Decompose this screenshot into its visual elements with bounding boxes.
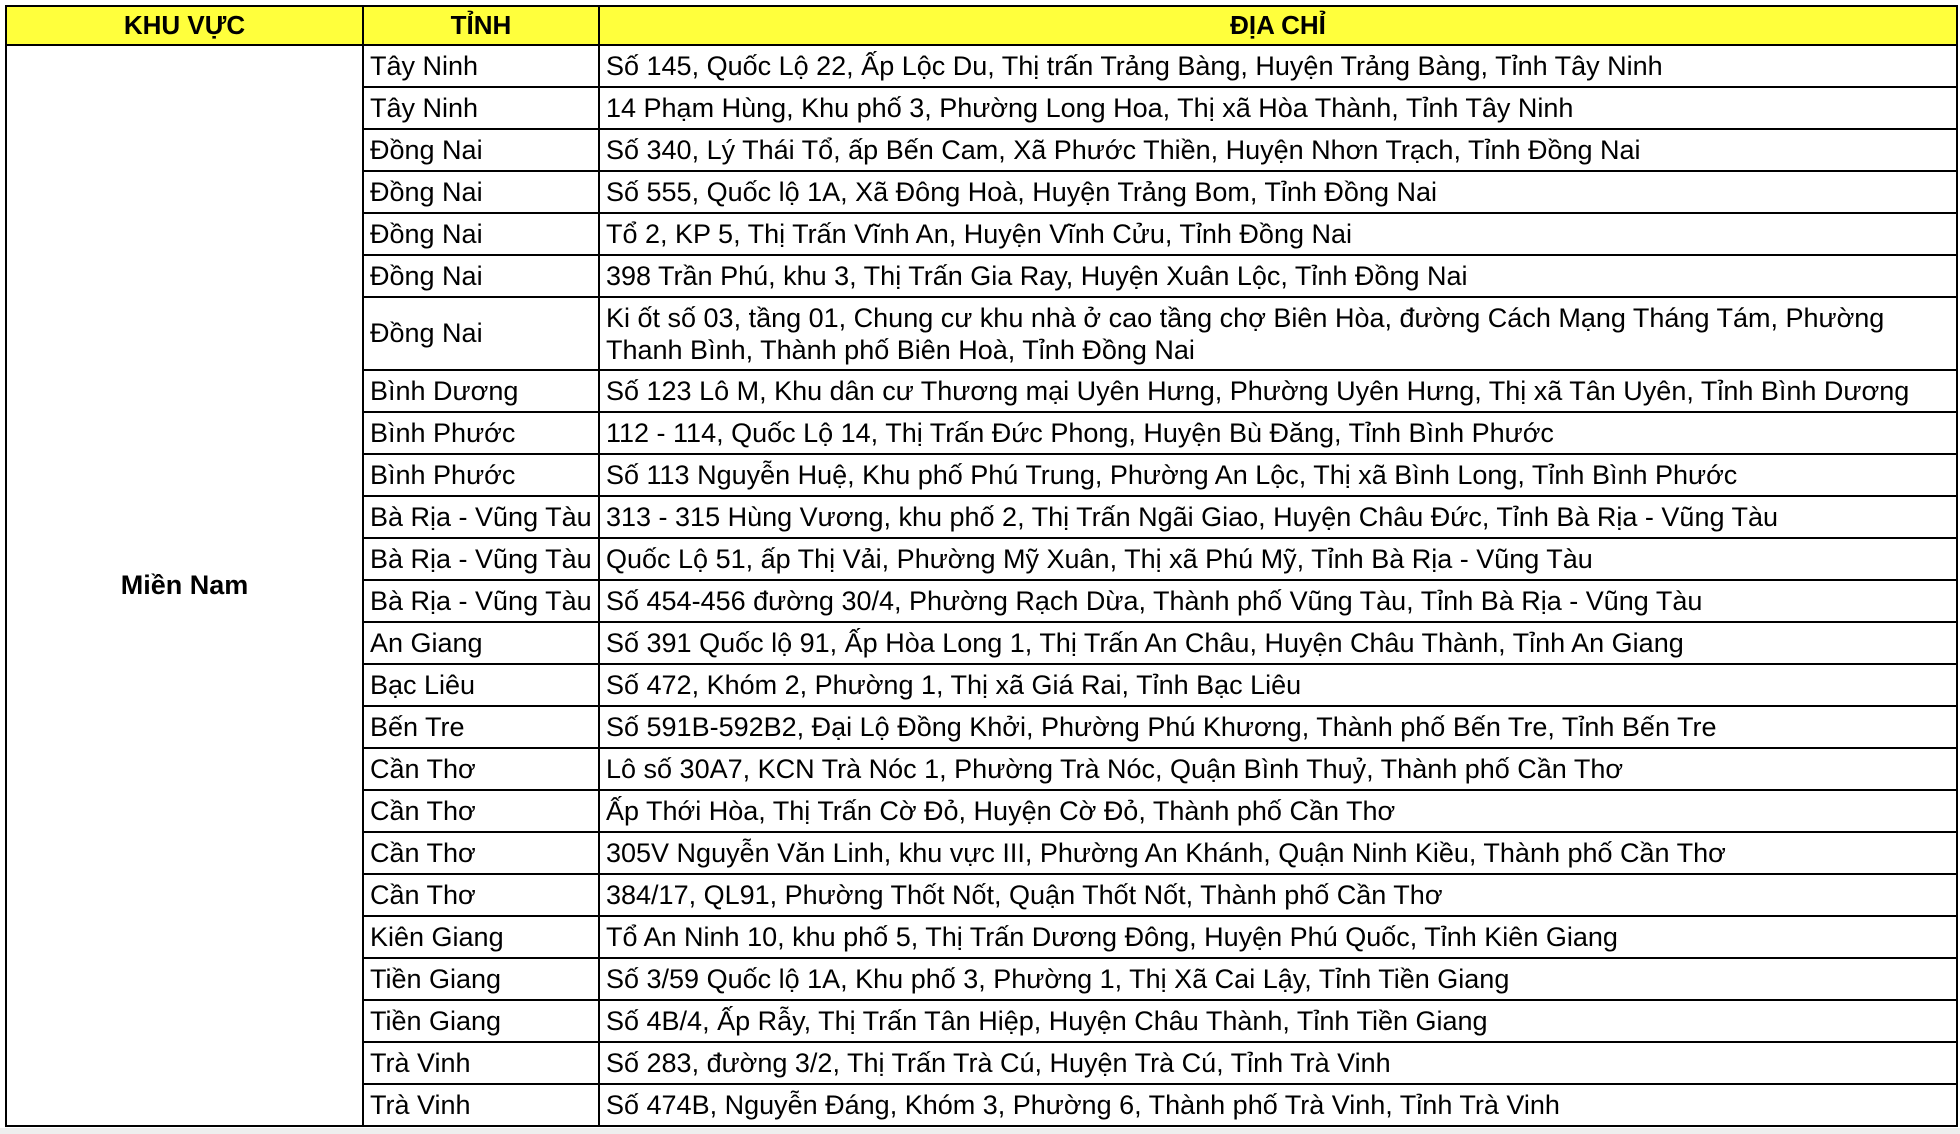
address-cell[interactable]: Số 472, Khóm 2, Phường 1, Thị xã Giá Rai, Tỉnh Bạc Liêu xyxy=(599,664,1957,706)
table-body xyxy=(6,45,1957,1126)
province-cell[interactable]: Bạc Liêu xyxy=(363,664,599,706)
address-cell[interactable]: Số 145, Quốc Lộ 22, Ấp Lộc Du, Thị trấn Trảng Bàng, Huyện Trảng Bàng, Tỉnh Tây Ninh xyxy=(599,45,1957,87)
province-cell[interactable]: Kiên Giang xyxy=(363,916,599,958)
table-row xyxy=(6,45,1957,87)
province-cell[interactable]: Bà Rịa - Vũng Tàu xyxy=(363,496,599,538)
province-cell[interactable]: An Giang xyxy=(363,622,599,664)
province-cell[interactable]: Cần Thơ xyxy=(363,790,599,832)
province-cell[interactable]: Trà Vinh xyxy=(363,1042,599,1084)
address-cell[interactable]: 305V Nguyễn Văn Linh, khu vực III, Phường An Khánh, Quận Ninh Kiều, Thành phố Cần Thơ xyxy=(599,832,1957,874)
address-cell[interactable]: Ki ốt số 03, tầng 01, Chung cư khu nhà ở cao tầng chợ Biên Hòa, đường Cách Mạng Tháng Tám, Phường Thanh Bình, Thành phố Biên Hoà, Tỉnh Đồng Nai xyxy=(599,297,1957,370)
address-cell[interactable]: Tổ An Ninh 10, khu phố 5, Thị Trấn Dương Đông, Huyện Phú Quốc, Tỉnh Kiên Giang xyxy=(599,916,1957,958)
province-cell[interactable]: Trà Vinh xyxy=(363,1084,599,1126)
province-cell[interactable]: Tiền Giang xyxy=(363,1000,599,1042)
address-cell[interactable]: Số 591B-592B2, Đại Lộ Đồng Khởi, Phường Phú Khương, Thành phố Bến Tre, Tỉnh Bến Tre xyxy=(599,706,1957,748)
header-address[interactable]: ĐỊA CHỈ xyxy=(599,6,1957,45)
province-cell[interactable]: Bình Dương xyxy=(363,370,599,412)
address-cell[interactable]: Số 454-456 đường 30/4, Phường Rạch Dừa, Thành phố Vũng Tàu, Tỉnh Bà Rịa - Vũng Tàu xyxy=(599,580,1957,622)
province-cell[interactable]: Đồng Nai xyxy=(363,129,599,171)
province-cell[interactable]: Đồng Nai xyxy=(363,255,599,297)
sheet-bottom-edge xyxy=(0,1128,1960,1134)
address-cell[interactable]: Số 4B/4, Ấp Rẫy, Thị Trấn Tân Hiệp, Huyện Châu Thành, Tỉnh Tiền Giang xyxy=(599,1000,1957,1042)
address-cell[interactable]: Số 340, Lý Thái Tổ, ấp Bến Cam, Xã Phước Thiền, Huyện Nhơn Trạch, Tỉnh Đồng Nai xyxy=(599,129,1957,171)
address-cell[interactable]: 384/17, QL91, Phường Thốt Nốt, Quận Thốt Nốt, Thành phố Cần Thơ xyxy=(599,874,1957,916)
header-row xyxy=(6,6,1957,45)
address-table xyxy=(5,5,1958,1127)
address-cell[interactable]: Số 283, đường 3/2, Thị Trấn Trà Cú, Huyện Trà Cú, Tỉnh Trà Vinh xyxy=(599,1042,1957,1084)
province-cell[interactable]: Bình Phước xyxy=(363,454,599,496)
address-cell[interactable]: 313 - 315 Hùng Vương, khu phố 2, Thị Trấn Ngãi Giao, Huyện Châu Đức, Tỉnh Bà Rịa - Vũng Tàu xyxy=(599,496,1957,538)
address-cell[interactable]: Số 391 Quốc lộ 91, Ấp Hòa Long 1, Thị Trấn An Châu, Huyện Châu Thành, Tỉnh An Giang xyxy=(599,622,1957,664)
province-cell[interactable]: Bà Rịa - Vũng Tàu xyxy=(363,538,599,580)
region-cell[interactable]: Miền Nam xyxy=(6,45,363,1126)
address-cell[interactable]: Quốc Lộ 51, ấp Thị Vải, Phường Mỹ Xuân, Thị xã Phú Mỹ, Tỉnh Bà Rịa - Vũng Tàu xyxy=(599,538,1957,580)
address-cell[interactable]: Số 474B, Nguyễn Đáng, Khóm 3, Phường 6, Thành phố Trà Vinh, Tỉnh Trà Vinh xyxy=(599,1084,1957,1126)
province-cell[interactable]: Cần Thơ xyxy=(363,748,599,790)
address-cell[interactable]: Tổ 2, KP 5, Thị Trấn Vĩnh An, Huyện Vĩnh Cửu, Tỉnh Đồng Nai xyxy=(599,213,1957,255)
address-cell[interactable]: Lô số 30A7, KCN Trà Nóc 1, Phường Trà Nóc, Quận Bình Thuỷ, Thành phố Cần Thơ xyxy=(599,748,1957,790)
province-cell[interactable]: Bà Rịa - Vũng Tàu xyxy=(363,580,599,622)
address-cell[interactable]: Số 113 Nguyễn Huệ, Khu phố Phú Trung, Phường An Lộc, Thị xã Bình Long, Tỉnh Bình Phước xyxy=(599,454,1957,496)
header-province[interactable]: TỈNH xyxy=(363,6,599,45)
address-cell[interactable]: Ấp Thới Hòa, Thị Trấn Cờ Đỏ, Huyện Cờ Đỏ, Thành phố Cần Thơ xyxy=(599,790,1957,832)
province-cell[interactable]: Bến Tre xyxy=(363,706,599,748)
address-cell[interactable]: Số 555, Quốc lộ 1A, Xã Đông Hoà, Huyện Trảng Bom, Tỉnh Đồng Nai xyxy=(599,171,1957,213)
address-cell[interactable]: Số 123 Lô M, Khu dân cư Thương mại Uyên Hưng, Phường Uyên Hưng, Thị xã Tân Uyên, Tỉnh Bình Dương xyxy=(599,370,1957,412)
province-cell[interactable]: Cần Thơ xyxy=(363,874,599,916)
province-cell[interactable]: Đồng Nai xyxy=(363,213,599,255)
address-cell[interactable]: 398 Trần Phú, khu 3, Thị Trấn Gia Ray, Huyện Xuân Lộc, Tỉnh Đồng Nai xyxy=(599,255,1957,297)
province-cell[interactable]: Tiền Giang xyxy=(363,958,599,1000)
province-cell[interactable]: Đồng Nai xyxy=(363,171,599,213)
province-cell[interactable]: Tây Ninh xyxy=(363,45,599,87)
province-cell[interactable]: Cần Thơ xyxy=(363,832,599,874)
address-cell[interactable]: 112 - 114, Quốc Lộ 14, Thị Trấn Đức Phong, Huyện Bù Đăng, Tỉnh Bình Phước xyxy=(599,412,1957,454)
province-cell[interactable]: Đồng Nai xyxy=(363,297,599,370)
address-cell[interactable]: 14 Phạm Hùng, Khu phố 3, Phường Long Hoa, Thị xã Hòa Thành, Tỉnh Tây Ninh xyxy=(599,87,1957,129)
header-region[interactable]: KHU VỰC xyxy=(6,6,363,45)
province-cell[interactable]: Tây Ninh xyxy=(363,87,599,129)
province-cell[interactable]: Bình Phước xyxy=(363,412,599,454)
address-cell[interactable]: Số 3/59 Quốc lộ 1A, Khu phố 3, Phường 1, Thị Xã Cai Lậy, Tỉnh Tiền Giang xyxy=(599,958,1957,1000)
